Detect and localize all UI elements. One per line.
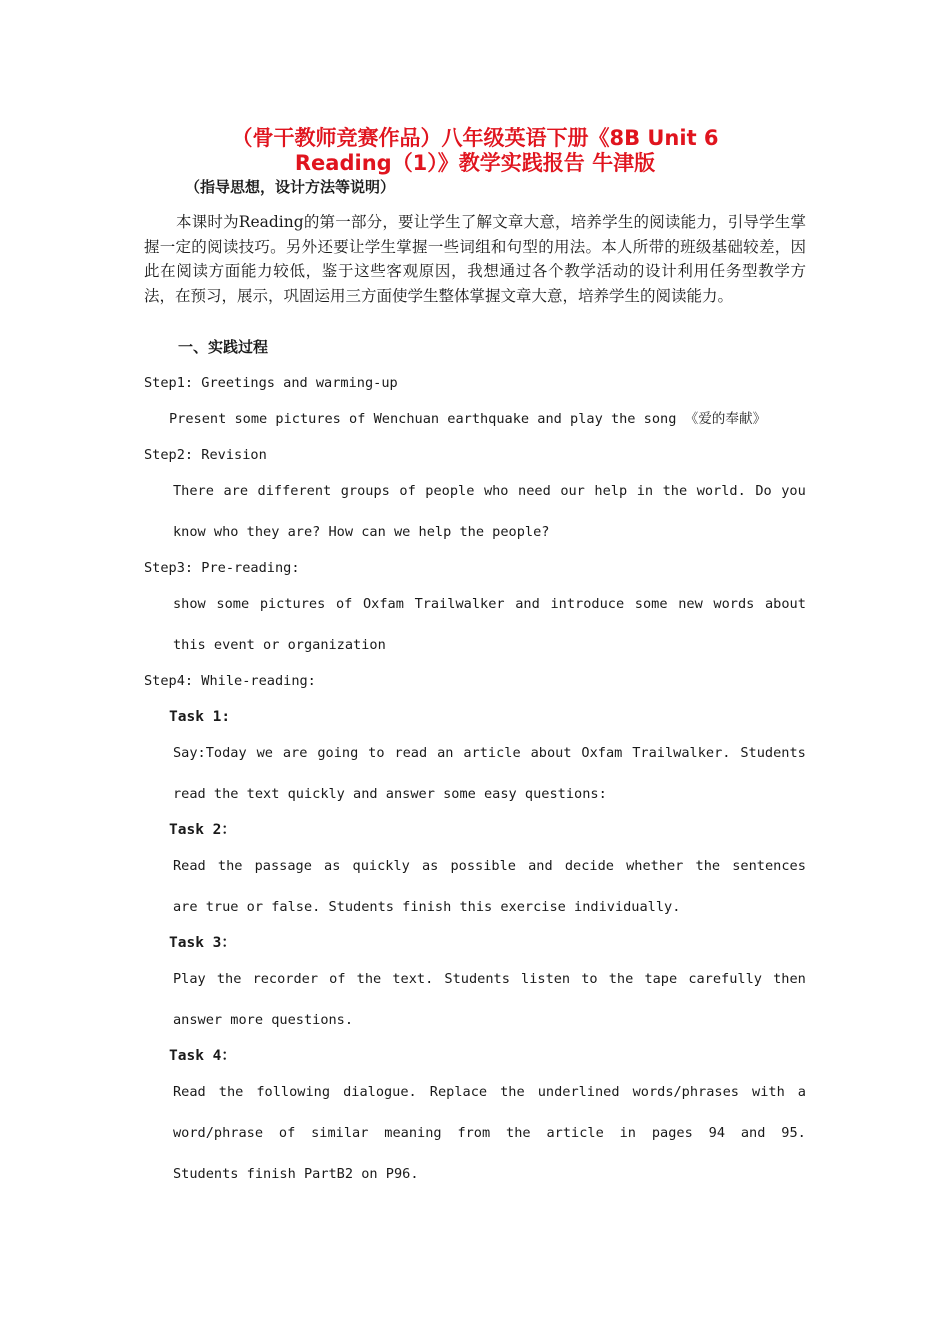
step1-body: Present some pictures of Wenchuan earthquake and play the song 《爱的奉献》: [169, 411, 767, 427]
word: with: [752, 1084, 785, 1100]
word: word/phrase: [173, 1125, 264, 1141]
task2-label: Task 2：: [169, 822, 236, 838]
word: introduce: [550, 596, 625, 612]
word: read: [394, 745, 428, 761]
word: the: [662, 483, 688, 499]
task4-line2: [173, 1123, 806, 1143]
word: Oxfam: [362, 596, 404, 612]
word: our: [560, 483, 585, 499]
word: the: [695, 858, 721, 874]
step3-heading: Step3: Pre-reading:: [144, 560, 300, 576]
word: the: [217, 858, 243, 874]
word: to: [581, 971, 598, 987]
word: different: [257, 483, 332, 499]
word: then: [773, 971, 806, 987]
word: we: [256, 745, 273, 761]
step2-line1: [173, 481, 806, 501]
task2-line1: [173, 856, 806, 876]
word: 95.: [781, 1125, 806, 1141]
step4-heading: Step4: While-reading:: [144, 673, 316, 689]
word: Do: [755, 483, 772, 499]
word: carefully: [688, 971, 762, 987]
word: meaning: [384, 1125, 442, 1141]
word: Students: [444, 971, 510, 987]
word: Say:Today: [173, 745, 247, 761]
step3-line1: [173, 594, 806, 614]
task3-label: Task 3：: [169, 935, 236, 951]
word: of: [399, 483, 416, 499]
word: of: [278, 1125, 296, 1141]
word: to: [368, 745, 385, 761]
word: dialogue.: [343, 1084, 417, 1100]
task3-line2: answer more questions.: [173, 1012, 354, 1028]
word: some: [634, 596, 668, 612]
word: passage: [254, 858, 312, 874]
word: and: [515, 596, 540, 612]
word: the: [356, 971, 382, 987]
section-heading-practice: 一、实践过程: [178, 338, 269, 356]
document-subtitle: （指导思想，设计方法等说明）: [185, 178, 396, 196]
word: going: [317, 745, 359, 761]
word: people: [425, 483, 475, 499]
task4-label: Task 4：: [169, 1048, 236, 1064]
word: words: [713, 596, 755, 612]
word: of: [335, 596, 353, 612]
word: possible: [450, 858, 516, 874]
word: the: [500, 1084, 525, 1100]
task2-line2: are true or false. Students finish this exercise individually.: [173, 899, 681, 915]
word: you: [781, 483, 806, 499]
word: 94: [708, 1125, 726, 1141]
document-title-line2: Reading（1）》教学实践报告 牛津版: [294, 151, 656, 175]
word: tape: [644, 971, 678, 987]
word: about: [765, 596, 806, 612]
word: Trailwalker: [414, 596, 505, 612]
task1-line2: read the text quickly and answer some easy questions:: [173, 786, 607, 802]
word: Play: [173, 971, 206, 987]
word: and: [740, 1125, 766, 1141]
word: from: [457, 1125, 491, 1141]
word: Trailwalker.: [632, 745, 731, 761]
word: a: [797, 1084, 806, 1100]
word: text.: [392, 971, 434, 987]
word: are: [223, 483, 249, 499]
word: Students: [740, 745, 806, 761]
word: an: [437, 745, 454, 761]
step2-line2: know who they are? How can we help the people?: [173, 524, 550, 540]
word: of: [329, 971, 346, 987]
word: the: [608, 971, 634, 987]
word: help: [594, 483, 628, 499]
word: as: [421, 858, 439, 874]
task4-line1: [173, 1082, 806, 1102]
word: following: [256, 1084, 331, 1100]
word: article: [546, 1125, 604, 1141]
word: quickly: [352, 858, 410, 874]
word: There: [173, 483, 214, 499]
word: and: [528, 858, 553, 874]
word: Read: [173, 858, 206, 874]
word: new: [678, 596, 703, 612]
word: show: [173, 596, 206, 612]
intro-paragraph: 本课时为Reading的第一部分，要让学生了解文章大意，培养学生的阅读能力，引导学生掌握一定的阅读技巧。另外还要让学生掌握一些词组和句型的用法。本人所带的班级基础较差，因此在阅读方面能力较低，鉴于这些客观原因，我想通过各个教学活动的设计利用任务型教学方法，在预习，展示，巩固运用三方面使学生整体掌握文章大意，培养学生的阅读能力。: [144, 213, 806, 305]
word: as: [324, 858, 341, 874]
document-title-line1: （骨干教师竞赛作品）八年级英语下册《8B Unit 6: [231, 126, 719, 150]
word: pictures: [259, 596, 326, 612]
word: decide: [564, 858, 614, 874]
word: listen: [521, 971, 571, 987]
word: are: [282, 745, 308, 761]
word: underlined: [537, 1084, 620, 1100]
task1-line1: [173, 743, 806, 763]
task4-line3: Students finish PartB2 on P96.: [173, 1166, 419, 1182]
task3-line1: [173, 969, 806, 989]
step1-heading: Step1: Greetings and warming-up: [144, 375, 398, 391]
word: whether: [626, 858, 684, 874]
word: in: [619, 1125, 636, 1141]
word: about: [530, 745, 572, 761]
step3-line2: this event or organization: [173, 637, 386, 653]
task1-label: Task 1:: [169, 709, 231, 725]
word: similar: [311, 1125, 369, 1141]
word: Oxfam: [581, 745, 623, 761]
word: sentences: [732, 858, 806, 874]
word: the: [506, 1125, 531, 1141]
word: recorder: [252, 971, 319, 987]
word: words/phrases: [632, 1084, 739, 1100]
word: need: [518, 483, 551, 499]
word: article: [463, 745, 521, 761]
word: Read: [173, 1084, 206, 1100]
word: pages: [651, 1125, 693, 1141]
word: who: [483, 483, 509, 499]
word: in: [636, 483, 654, 499]
word: the: [216, 971, 242, 987]
word: some: [216, 596, 250, 612]
word: the: [218, 1084, 244, 1100]
step2-heading: Step2: Revision: [144, 447, 267, 463]
word: Replace: [429, 1084, 488, 1100]
word: groups: [340, 483, 390, 499]
word: world.: [696, 483, 746, 499]
